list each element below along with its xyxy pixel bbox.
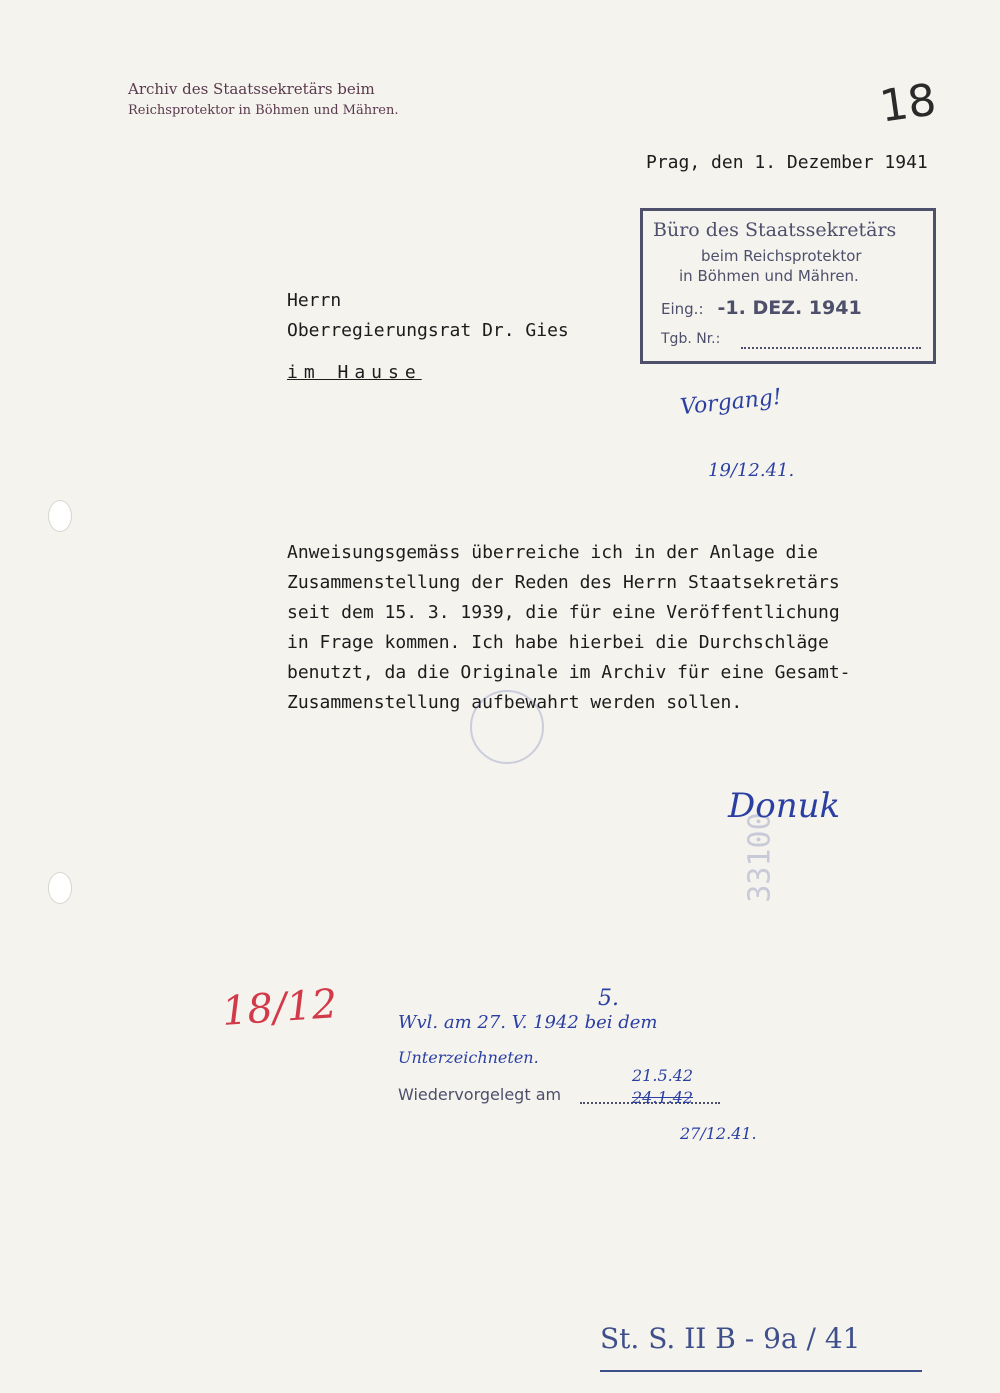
wieder-date-old: 24.1.42 [632,1088,694,1107]
tgb-dotted-line [741,347,921,349]
wieder-initial-date: 27/12.41. [680,1124,757,1143]
handwritten-note-line1: Wvl. am 27. V. 1942 bei dem [398,1012,658,1033]
office-receipt-stamp [640,208,936,364]
faint-number-stamp: 33100 [742,812,778,903]
office-stamp-line2: beim Reichsprotektor [701,247,862,265]
archive-stamp-line1: Archiv des Staatssekretärs beim [128,80,375,98]
office-stamp-line1: Büro des Staatssekretärs [653,219,897,241]
handwritten-note-line2: Unterzeichneten. [398,1048,539,1067]
punch-hole [48,500,72,532]
file-reference-rule [600,1370,922,1372]
archive-stamp [128,78,399,122]
recipient-location: im Hause [287,362,422,383]
wiedervorgelegt-stamp: Wiedervorgelegt am [398,1085,562,1104]
file-reference-stamp: St. S. II B - 9a / 41 [600,1322,861,1355]
letter-body: Anweisungsgemäss überreiche ich in der Anlage die Zusammenstellung der Reden des Herrn Staatsekretärs seit dem 15. 3. 1939, die für eine Veröffentlichung in Frage kommen. Ich habe hierbei die Durchschläge benutzt, da die Originale im Archiv für eine Gesamt- Zusammenstellung aufbewahrt werden sollen. [287,542,851,713]
received-date: -1. DEZ. 1941 [717,297,862,319]
faint-seal-impression [470,690,544,764]
date-line: Prag, den 1. Dezember 1941 [646,152,928,173]
handwritten-initial-date: 19/12.41. [708,460,795,481]
tgb-label: Tgb. Nr.: [661,331,721,347]
office-stamp-line3: in Böhmen und Mähren. [679,267,859,285]
handwritten-vorgang: Vorgang! [678,384,783,421]
wieder-date-new: 21.5.42 [632,1066,694,1085]
folio-number: 18 [876,74,940,133]
signature: Donuk [728,786,841,826]
archive-stamp-line2: Reichsprotektor in Böhmen und Mähren. [128,103,399,118]
red-handwritten-initial-date: 18/12 [220,981,339,1035]
recipient-name: Oberregierungsrat Dr. Gies [287,320,569,341]
received-row [661,297,862,319]
recipient-salutation: Herrn [287,290,342,311]
handwritten-date-correction: 5. [598,986,619,1011]
punch-hole [48,872,72,904]
received-label: Eing.: [661,300,704,318]
